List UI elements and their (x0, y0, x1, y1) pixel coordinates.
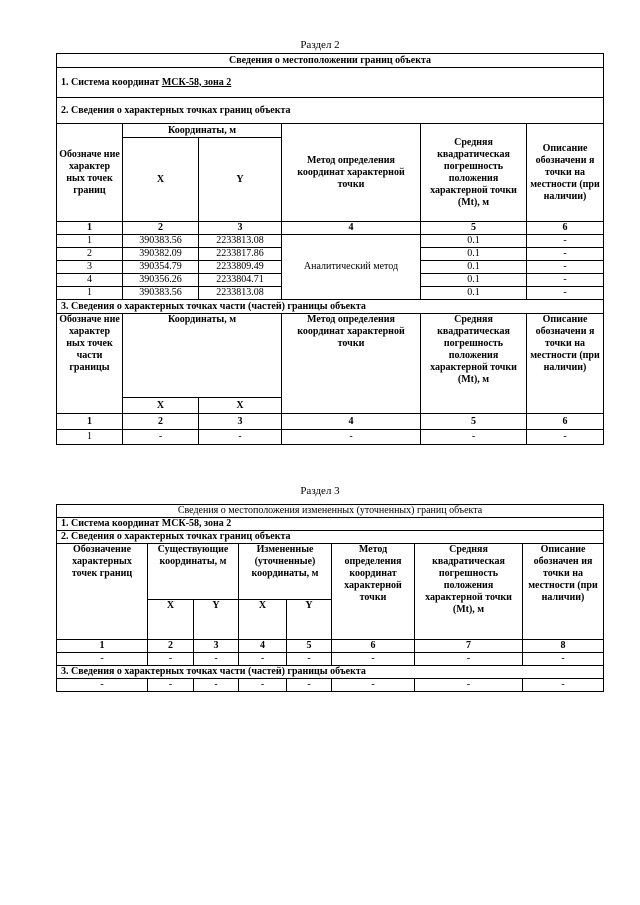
part-description-cell: - (527, 430, 604, 445)
section-3-title: Раздел 3 (300, 485, 340, 497)
col-header-x: X (123, 138, 199, 222)
y-cell: 2233813.08 (199, 287, 282, 300)
col-number: 5 (421, 222, 527, 235)
section-3-subsection-2-heading: 2. Сведения о характерных точках границ объекта (57, 531, 604, 544)
table-row (57, 679, 604, 692)
description-cell: - (527, 261, 604, 274)
y-cell: 2233817.86 (199, 248, 282, 261)
subsection-3-heading: 3. Сведения о характерных точках части (частей) границы объекта (57, 300, 604, 314)
table-cell: - (148, 679, 194, 692)
col-number: 5 (287, 640, 332, 653)
y-cell: 2233813.08 (199, 235, 282, 248)
coordinate-system-line (57, 68, 604, 98)
table-cell: - (332, 679, 415, 692)
col-header-part-x2: X (199, 398, 282, 414)
table-cell: - (57, 653, 148, 666)
table-row (57, 430, 604, 445)
x-cell: 390354.79 (123, 261, 199, 274)
col-header-y: Y (199, 138, 282, 222)
part-point-cell: 1 (57, 430, 123, 445)
error-cell: 0.1 (421, 235, 527, 248)
col-number: 3 (194, 640, 239, 653)
table-cell: - (332, 653, 415, 666)
col-number: 4 (282, 222, 421, 235)
col-header-x-existing: X (148, 600, 194, 640)
method-cell: Аналитический метод (282, 235, 421, 300)
col-header-part-point: Обозначе ние характер ных точек части границы (57, 314, 123, 414)
col-number: 2 (148, 640, 194, 653)
part-method-cell: - (282, 430, 421, 445)
table-cell: - (239, 653, 287, 666)
table-cell: - (194, 679, 239, 692)
section-3-header: Сведения о местоположения измененных (уточненных) границ объекта (57, 505, 604, 518)
col-number: 2 (123, 414, 199, 430)
col-header-y-existing: Y (194, 600, 239, 640)
error-cell: 0.1 (421, 248, 527, 261)
x-cell: 390382.09 (123, 248, 199, 261)
error-cell: 0.1 (421, 287, 527, 300)
description-cell: - (527, 235, 604, 248)
col-number: 6 (332, 640, 415, 653)
col-number: 7 (415, 640, 523, 653)
col-header-existing-coords: Существующие координаты, м (148, 544, 239, 600)
table-cell: - (148, 653, 194, 666)
section-2-table (56, 53, 604, 445)
point-cell: 1 (57, 235, 123, 248)
table-cell: - (523, 653, 604, 666)
col-number: 2 (123, 222, 199, 235)
col-header-part-description: Описание обозначени я точки на местности (при наличии) (527, 314, 604, 414)
y-cell: 2233809.49 (199, 261, 282, 274)
col-header-coords: Координаты, м (123, 124, 282, 138)
col-number: 3 (199, 414, 282, 430)
section-2-header: Сведения о местоположении границ объекта (57, 54, 604, 68)
col-header-part-x1: X (123, 398, 199, 414)
table-cell: - (415, 653, 523, 666)
y-cell: 2233804.71 (199, 274, 282, 287)
col-header-point: Обозначе ние характер ных точек границ (57, 124, 123, 222)
x-cell: 390383.56 (123, 235, 199, 248)
table-cell: - (523, 679, 604, 692)
description-cell: - (527, 287, 604, 300)
table-row (57, 235, 604, 248)
subsection-2-heading: 2. Сведения о характерных точках границ объекта (57, 98, 604, 124)
description-cell: - (527, 248, 604, 261)
coordinate-system-value: МСК-58, зона 2 (161, 76, 232, 88)
point-cell: 4 (57, 274, 123, 287)
table-cell: - (287, 679, 332, 692)
col-number: 1 (57, 222, 123, 235)
col-number: 3 (199, 222, 282, 235)
point-cell: 2 (57, 248, 123, 261)
error-cell: 0.1 (421, 274, 527, 287)
coordinate-system-label: 1. Система координат (61, 76, 162, 88)
description-cell: - (527, 274, 604, 287)
table-cell: - (239, 679, 287, 692)
part-error-cell: - (421, 430, 527, 445)
table-row (57, 653, 604, 666)
col-header-y-changed: Y (287, 600, 332, 640)
col-header-method: Метод определения координат характерной точки (332, 544, 415, 640)
col-number: 8 (523, 640, 604, 653)
col-header-description: Описание обозначени я точки на местности (при наличии) (527, 124, 604, 222)
col-number: 1 (57, 640, 148, 653)
col-header-point: Обозначение характерных точек границ (57, 544, 148, 640)
col-header-description: Описание обозначен ия точки на местности (при наличии) (523, 544, 604, 640)
x-cell: 390356.26 (123, 274, 199, 287)
col-number: 4 (239, 640, 287, 653)
col-header-x-changed: X (239, 600, 287, 640)
col-header-error: Средняя квадратическая погрешность положения характерной точки (Mt), м (415, 544, 523, 640)
error-cell: 0.1 (421, 261, 527, 274)
col-number: 6 (527, 414, 604, 430)
col-header-part-method: Метод определения координат характерной точки (282, 314, 421, 414)
col-number: 1 (57, 414, 123, 430)
point-cell: 3 (57, 261, 123, 274)
col-number: 5 (421, 414, 527, 430)
col-header-changed-coords: Измененные (уточненные) координаты, м (239, 544, 332, 600)
col-header-part-error: Средняя квадратическая погрешность положения характерной точки (Mt), м (421, 314, 527, 414)
col-header-method: Метод определения координат характерной точки (282, 124, 421, 222)
part-x1-cell: - (123, 430, 199, 445)
x-cell: 390383.56 (123, 287, 199, 300)
section-3-table (56, 504, 604, 692)
col-number: 4 (282, 414, 421, 430)
section-3-coordinate-system: 1. Система координат МСК-58, зона 2 (57, 518, 604, 531)
section-2-title: Раздел 2 (300, 39, 340, 51)
table-cell: - (415, 679, 523, 692)
col-header-part-coords: Координаты, м (123, 314, 282, 398)
col-number: 6 (527, 222, 604, 235)
part-x2-cell: - (199, 430, 282, 445)
section-3-subsection-3-heading: 3. Сведения о характерных точках части (частей) границы объекта (57, 666, 604, 679)
table-cell: - (57, 679, 148, 692)
col-header-error: Средняя квадратическая погрешность положения характерной точки (Mt), м (421, 124, 527, 222)
table-cell: - (194, 653, 239, 666)
point-cell: 1 (57, 287, 123, 300)
table-cell: - (287, 653, 332, 666)
